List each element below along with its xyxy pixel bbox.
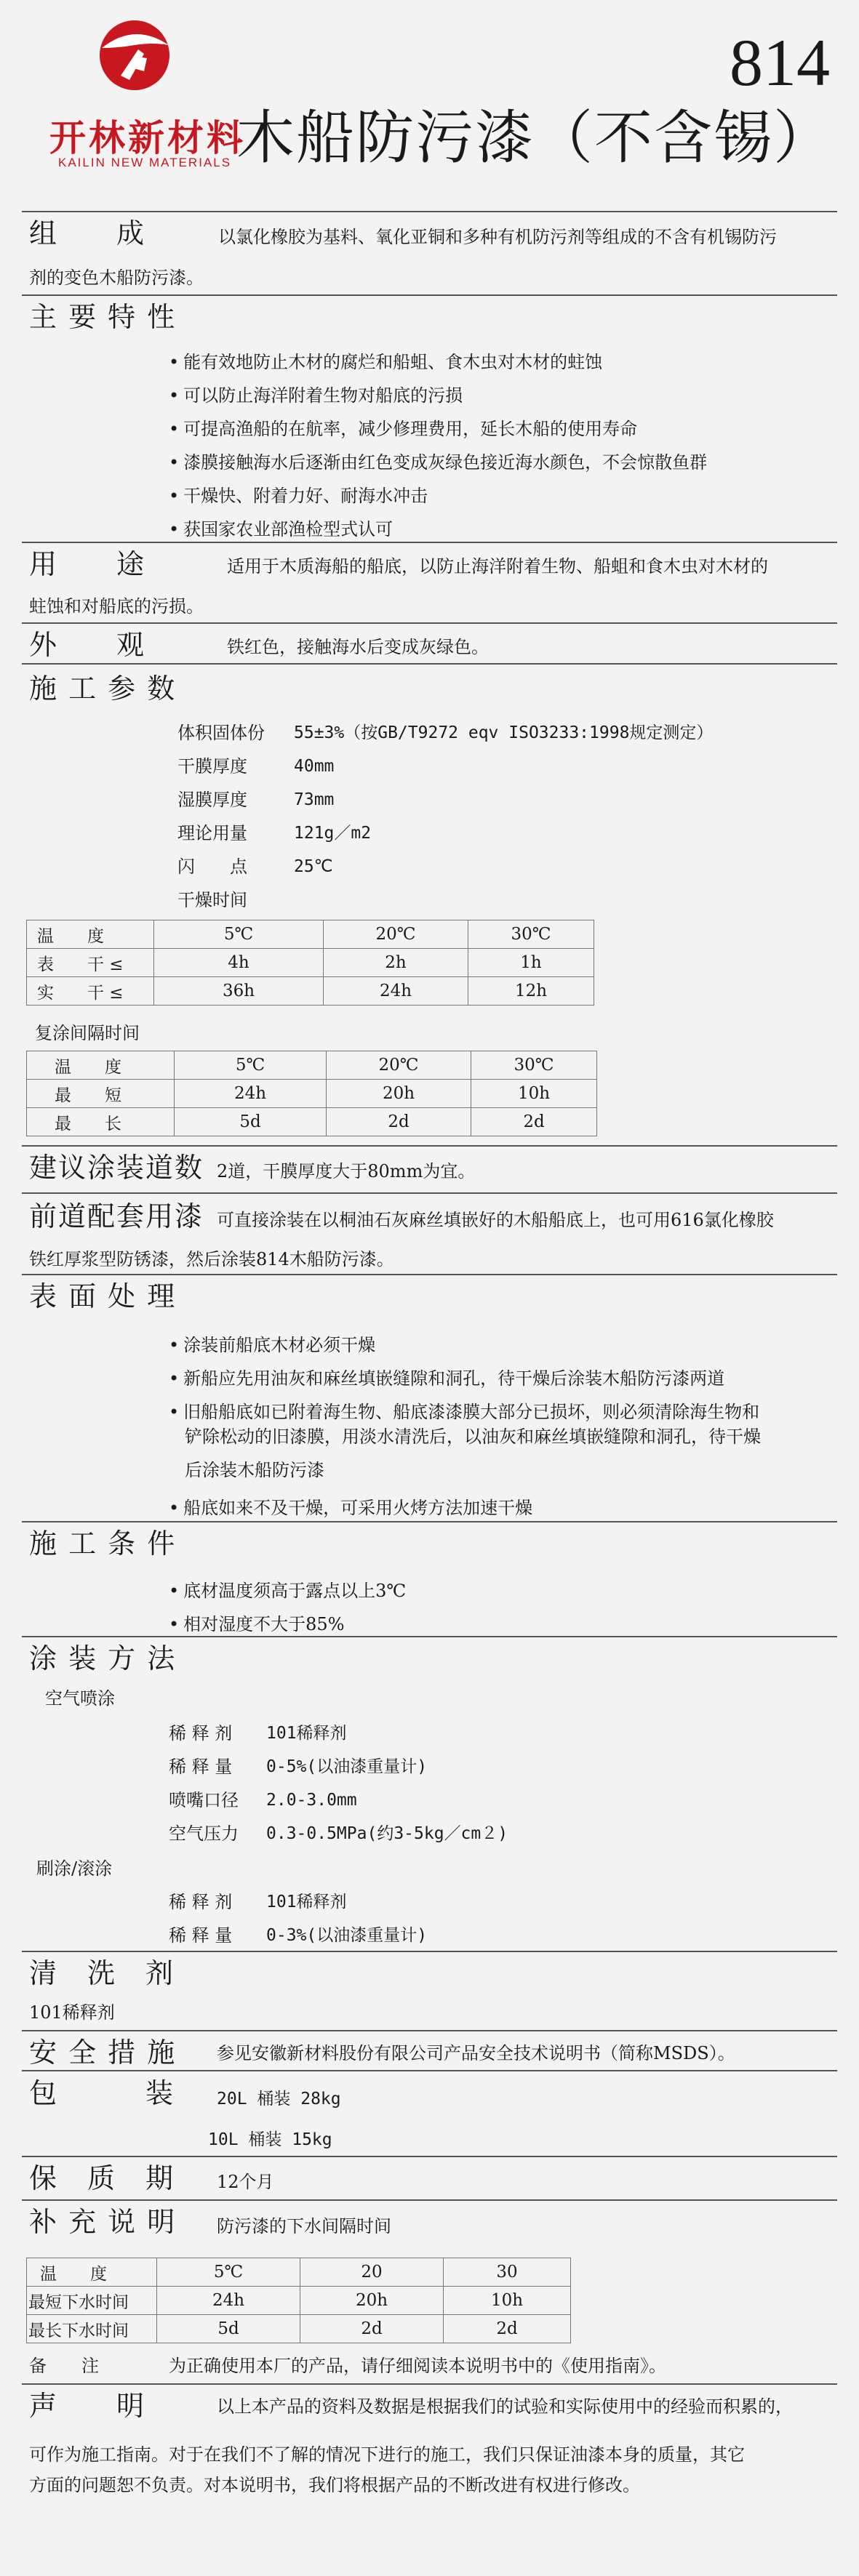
safety-heading: 安 全 措 施 bbox=[29, 2037, 177, 2069]
table-cell: 2d bbox=[471, 1108, 597, 1136]
method-label: 稀 释 量 bbox=[169, 1757, 233, 1777]
coats-text: 2道，干膜厚度大于80mm为宜。 bbox=[217, 1161, 476, 1181]
table-cell: 最 短 bbox=[27, 1080, 175, 1108]
brand-name-en: KAILIN NEW MATERIALS bbox=[58, 156, 232, 169]
packing-line-1: 20L 桶装 28kg bbox=[217, 2090, 341, 2108]
table-row bbox=[27, 1080, 597, 1108]
param-label: 湿膜厚度 bbox=[177, 790, 247, 810]
table-row bbox=[27, 1051, 597, 1080]
params-heading: 施 工 参 数 bbox=[29, 673, 177, 705]
system-text-1: 可直接涂装在以桐油石灰麻丝填嵌好的木船船底上，也可用616氯化橡胶 bbox=[217, 1210, 774, 1230]
statement-heading: 声 明 bbox=[29, 2390, 146, 2422]
statement-text-3: 方面的问题恕不负责。对本说明书，我们将根据产品的不断改进有权进行修改。 bbox=[29, 2475, 640, 2495]
divider bbox=[22, 1521, 837, 1522]
param-label: 干燥时间 bbox=[177, 890, 247, 910]
statement-text-2: 可作为施工指南。对于在我们不了解的情况下进行的施工，我们只保证油漆本身的质量，其它 bbox=[29, 2444, 745, 2465]
table-cell: 表 干 ≤ bbox=[27, 949, 154, 977]
supplement-text: 防污漆的下水间隔时间 bbox=[217, 2216, 391, 2236]
remark-label: 备 注 bbox=[29, 2356, 99, 2376]
divider bbox=[22, 1274, 837, 1275]
brand-emblem-icon bbox=[51, 13, 247, 115]
method-value: 101稀释剂 bbox=[266, 1724, 347, 1743]
divider bbox=[22, 2156, 837, 2157]
table-cell: 4h bbox=[154, 949, 324, 977]
packing-line-2: 10L 桶装 15kg bbox=[208, 2130, 332, 2149]
table-cell: 2d bbox=[444, 2315, 571, 2343]
appearance-text: 铁红色，接触海水后变成灰绿色。 bbox=[227, 637, 489, 657]
cleaner-heading: 清 洗 剂 bbox=[29, 1957, 175, 1989]
feature-item: • 能有效地防止木材的腐烂和船蛆、食木虫对木材的蛀蚀 bbox=[169, 348, 602, 373]
cleaner-text: 101稀释剂 bbox=[29, 2002, 115, 2023]
param-value: 40mm bbox=[294, 757, 335, 776]
method-label: 稀 释 剂 bbox=[169, 1892, 233, 1912]
table-cell: 2h bbox=[324, 949, 468, 977]
surface-item: • 船底如来不及干燥，可采用火烤方法加速干燥 bbox=[169, 1493, 532, 1519]
table-row bbox=[27, 2315, 571, 2343]
packing-heading: 包 装 bbox=[29, 2077, 175, 2109]
method-value: 101稀释剂 bbox=[266, 1893, 347, 1911]
divider bbox=[22, 294, 837, 296]
table-cell: 20h bbox=[300, 2287, 444, 2315]
method-label: 喷嘴口径 bbox=[169, 1790, 239, 1810]
system-heading: 前道配套用漆 bbox=[29, 1200, 204, 1232]
param-label: 闪 点 bbox=[177, 856, 247, 877]
recoat-label: 复涂间隔时间 bbox=[35, 1023, 140, 1043]
usage-heading: 用 途 bbox=[29, 548, 146, 580]
method-label: 空气压力 bbox=[169, 1823, 239, 1844]
method-value: 2.0-3.0mm bbox=[266, 1791, 357, 1810]
product-code: 814 bbox=[730, 25, 830, 100]
table-cell: 24h bbox=[324, 977, 468, 1006]
divider bbox=[22, 2030, 837, 2031]
brand-name-cn: 开林新材料 bbox=[49, 117, 246, 159]
table-cell: 12h bbox=[468, 977, 594, 1006]
usage-text-2: 蛀蚀和对船底的污损。 bbox=[29, 596, 204, 617]
product-name: 木船防污漆（不含锡） bbox=[236, 104, 833, 172]
feature-item: • 干燥快、附着力好、耐海水冲击 bbox=[169, 481, 428, 507]
param-value: 55±3%（按GB/T9272 eqv ISO3233:1998规定测定） bbox=[294, 723, 714, 742]
drying-time-table bbox=[26, 920, 594, 1006]
recoat-interval-table bbox=[26, 1051, 597, 1136]
table-cell: 5℃ bbox=[157, 2258, 300, 2287]
table-cell: 5d bbox=[175, 1108, 327, 1136]
appearance-heading: 外 观 bbox=[29, 629, 146, 661]
table-cell: 30℃ bbox=[468, 920, 594, 949]
conditions-heading: 施 工 条 件 bbox=[29, 1528, 177, 1560]
param-label: 理论用量 bbox=[177, 823, 247, 843]
composition-text-2: 剂的变色木船防污漆。 bbox=[29, 268, 204, 288]
divider bbox=[22, 1145, 837, 1147]
table-cell: 温 度 bbox=[27, 920, 154, 949]
surface-item: • 新船应先用油灰和麻丝填嵌缝隙和洞孔，待干燥后涂装木船防污漆两道 bbox=[169, 1364, 724, 1389]
table-cell: 30℃ bbox=[471, 1051, 597, 1080]
surface-item: • 旧船船底如已附着海生物、船底漆漆膜大部分已损坏，则必须清除海生物和 bbox=[169, 1397, 759, 1423]
divider bbox=[22, 1951, 837, 1952]
divider bbox=[22, 2383, 837, 2385]
brush-label: 刷涂/滚涂 bbox=[36, 1858, 113, 1879]
spray-label: 空气喷涂 bbox=[45, 1688, 115, 1709]
shelf-heading: 保 质 期 bbox=[29, 2162, 175, 2194]
divider bbox=[22, 542, 837, 543]
table-cell: 温 度 bbox=[27, 2258, 157, 2287]
table-row bbox=[27, 1108, 597, 1136]
divider bbox=[22, 2070, 837, 2071]
divider bbox=[22, 663, 837, 665]
table-cell: 最 长 bbox=[27, 1108, 175, 1136]
coats-heading: 建议涂装道数 bbox=[29, 1152, 204, 1184]
param-label: 体积固体份 bbox=[177, 723, 265, 743]
table-row bbox=[27, 949, 594, 977]
divider bbox=[22, 2199, 837, 2201]
condition-item: • 底材温度须高于露点以上3℃ bbox=[169, 1576, 406, 1602]
table-cell: 24h bbox=[175, 1080, 327, 1108]
table-row bbox=[27, 2258, 571, 2287]
statement-text-1: 以上本产品的资料及数据是根据我们的试验和实际使用中的经验而积累的， bbox=[217, 2396, 793, 2417]
table-cell: 5℃ bbox=[154, 920, 324, 949]
safety-text: 参见安徽新材料股份有限公司产品安全技术说明书（简称MSDS）。 bbox=[217, 2043, 735, 2063]
table-cell: 20h bbox=[327, 1080, 471, 1108]
table-cell: 最短下水时间 bbox=[27, 2287, 157, 2315]
surface-heading: 表 面 处 理 bbox=[29, 1280, 177, 1312]
param-label: 干膜厚度 bbox=[177, 756, 247, 777]
method-value: 0.3-0.5MPa(约3-5kg／cm２) bbox=[266, 1824, 508, 1843]
table-cell: 24h bbox=[157, 2287, 300, 2315]
remark-text: 为正确使用本厂的产品，请仔细阅读本说明书中的《使用指南》。 bbox=[169, 2356, 666, 2376]
table-cell: 1h bbox=[468, 949, 594, 977]
method-value: 0-3%(以油漆重量计) bbox=[266, 1926, 428, 1945]
param-value: 73mm bbox=[294, 790, 335, 809]
surface-item-cont: 后涂装木船防污漆 bbox=[185, 1460, 324, 1480]
table-row bbox=[27, 977, 594, 1006]
feature-item: • 可提高渔船的在航率，减少修理费用，延长木船的使用寿命 bbox=[169, 414, 637, 440]
launch-interval-table bbox=[26, 2258, 571, 2343]
table-cell: 36h bbox=[154, 977, 324, 1006]
method-heading: 涂 装 方 法 bbox=[29, 1642, 177, 1674]
param-value: 25℃ bbox=[294, 857, 333, 876]
table-row bbox=[27, 2287, 571, 2315]
feature-item: • 可以防止海洋附着生物对船底的污损 bbox=[169, 381, 463, 406]
table-cell: 20℃ bbox=[327, 1051, 471, 1080]
param-value: 121g／m2 bbox=[294, 824, 372, 843]
method-value: 0-5%(以油漆重量计) bbox=[266, 1757, 428, 1776]
divider bbox=[22, 622, 837, 624]
table-cell: 10h bbox=[471, 1080, 597, 1108]
divider bbox=[22, 1636, 837, 1637]
divider bbox=[22, 211, 837, 212]
table-cell: 2d bbox=[300, 2315, 444, 2343]
shelf-text: 12个月 bbox=[217, 2172, 274, 2192]
system-text-2: 铁红厚浆型防锈漆，然后涂装814木船防污漆。 bbox=[29, 1249, 394, 1269]
method-label: 稀 释 剂 bbox=[169, 1723, 233, 1744]
table-row bbox=[27, 920, 594, 949]
surface-item-cont: 铲除松动的旧漆膜，用淡水清洗后，以油灰和麻丝填嵌缝隙和洞孔，待干燥 bbox=[185, 1427, 761, 1447]
table-cell: 20 bbox=[300, 2258, 444, 2287]
table-cell: 5d bbox=[157, 2315, 300, 2343]
composition-heading: 组 成 bbox=[29, 217, 146, 249]
table-cell: 温 度 bbox=[27, 1051, 175, 1080]
usage-text-1: 适用于木质海船的船底，以防止海洋附着生物、船蛆和食木虫对木材的 bbox=[227, 556, 768, 577]
feature-item: • 漆膜接触海水后逐渐由红色变成灰绿色接近海水颜色，不会惊散鱼群 bbox=[169, 448, 707, 473]
supplement-heading: 补 充 说 明 bbox=[29, 2206, 177, 2238]
table-cell: 5℃ bbox=[175, 1051, 327, 1080]
divider bbox=[22, 1192, 837, 1194]
composition-text-1: 以氯化橡胶为基料、氧化亚铜和多种有机防污剂等组成的不含有机锡防污 bbox=[218, 227, 777, 247]
condition-item: • 相对湿度不大于85% bbox=[169, 1610, 345, 1635]
table-cell: 20℃ bbox=[324, 920, 468, 949]
surface-item: • 涂装前船底木材必须干燥 bbox=[169, 1331, 375, 1356]
table-cell: 实 干 ≤ bbox=[27, 977, 154, 1006]
features-heading: 主 要 特 性 bbox=[29, 301, 177, 333]
table-cell: 10h bbox=[444, 2287, 571, 2315]
table-cell: 最长下水时间 bbox=[27, 2315, 157, 2343]
method-label: 稀 释 量 bbox=[169, 1925, 233, 1946]
feature-item: • 获国家农业部渔检型式认可 bbox=[169, 515, 393, 540]
table-cell: 2d bbox=[327, 1108, 471, 1136]
table-cell: 30 bbox=[444, 2258, 571, 2287]
